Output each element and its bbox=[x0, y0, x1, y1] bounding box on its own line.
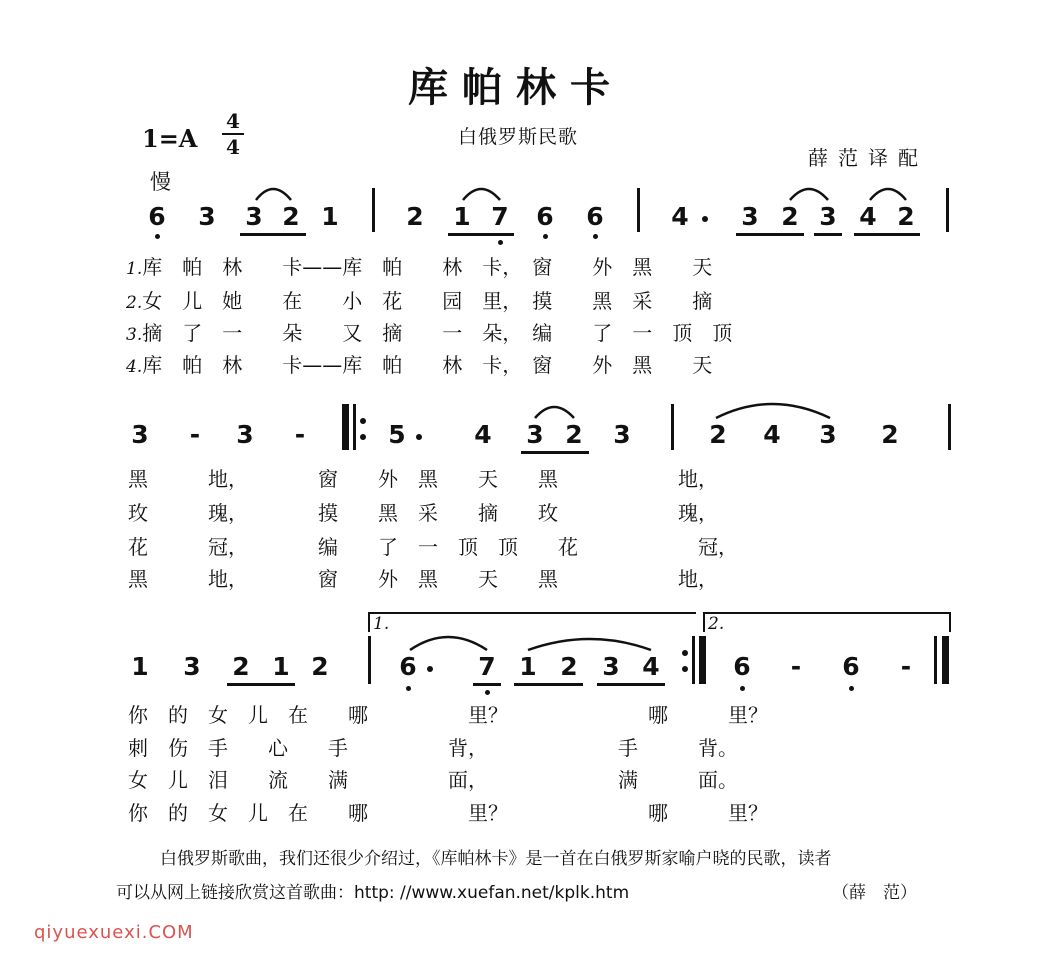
note: 1 bbox=[131, 652, 149, 681]
lyric-verse-2: 玫 瑰， 摸 黑 采 摘 玫 瑰， bbox=[128, 501, 718, 525]
note: 7 bbox=[478, 652, 496, 681]
note: 5 bbox=[388, 420, 406, 449]
slur bbox=[535, 407, 574, 418]
note: 4 bbox=[474, 420, 492, 449]
translator-credit: 薛范译配 bbox=[808, 146, 928, 170]
slur bbox=[410, 637, 487, 650]
note: 2 bbox=[232, 652, 250, 681]
note: 6 bbox=[586, 202, 604, 231]
note: 3 bbox=[613, 420, 631, 449]
lyric-text: 库 帕 林 卡——库 帕 林 卡， 窗 外 黑 天 bbox=[142, 255, 713, 279]
note: 1 bbox=[321, 202, 339, 231]
note: 2 bbox=[406, 202, 424, 231]
footnote-line-2: 可以从网上链接欣赏这首歌曲：http: //www.xuefan.net/kplk.htm bbox=[116, 883, 630, 903]
note: 3 bbox=[602, 652, 620, 681]
note: 3 bbox=[741, 202, 759, 231]
note: 3 bbox=[526, 420, 544, 449]
site-watermark: qiyuexuexi.COM bbox=[34, 922, 194, 943]
verse-number: 4. bbox=[126, 357, 143, 377]
footnote-signature: （薛 范） bbox=[832, 883, 917, 903]
note: 4 bbox=[859, 202, 877, 231]
meter-top: 4 bbox=[226, 109, 240, 133]
note: - bbox=[294, 420, 306, 449]
note: 2 bbox=[709, 420, 727, 449]
note: 3 bbox=[198, 202, 216, 231]
note: 4 bbox=[642, 652, 660, 681]
lyric-text: 摘 了 一 朵 又 摘 一 朵， 编 了 一 顶 顶 bbox=[142, 321, 733, 345]
verse-number: 3. bbox=[126, 325, 143, 345]
note: 2 bbox=[781, 202, 799, 231]
note: 1 bbox=[519, 652, 537, 681]
song-subtitle: 白俄罗斯民歌 bbox=[458, 126, 579, 148]
note: 1 bbox=[453, 202, 471, 231]
second-ending-label: 2. bbox=[708, 614, 725, 634]
note: 3 bbox=[245, 202, 263, 231]
slur bbox=[463, 189, 500, 200]
note: 7 bbox=[491, 202, 509, 231]
lyric-verse-3: 花 冠， 编 了 一 顶 顶 花 冠， bbox=[128, 535, 738, 559]
note: 3 bbox=[183, 652, 201, 681]
note: 3 bbox=[819, 202, 837, 231]
note: - bbox=[900, 652, 912, 681]
lyric-verse-1: 你 的 女 儿 在 哪 里？ 哪 里？ bbox=[128, 703, 768, 727]
lyric-text: 女 儿 她 在 小 花 园 里， 摸 黑 采 摘 bbox=[142, 289, 713, 313]
verse-number: 1. bbox=[126, 259, 143, 279]
first-ending-label: 1. bbox=[373, 614, 390, 634]
note: 2 bbox=[881, 420, 899, 449]
note: 4 bbox=[763, 420, 781, 449]
note: 2 bbox=[565, 420, 583, 449]
note: 6 bbox=[842, 652, 860, 681]
slur bbox=[716, 404, 830, 418]
note: 2 bbox=[560, 652, 578, 681]
note: 2 bbox=[897, 202, 915, 231]
note: 2 bbox=[282, 202, 300, 231]
note: 6 bbox=[536, 202, 554, 231]
slur bbox=[870, 189, 906, 200]
verse-number: 2. bbox=[126, 293, 143, 313]
note: 4 bbox=[671, 202, 689, 231]
song-title: 库帕林卡 bbox=[408, 64, 624, 111]
tempo-marking: 慢 bbox=[150, 170, 171, 194]
note: - bbox=[790, 652, 802, 681]
note: - bbox=[189, 420, 201, 449]
note: 3 bbox=[819, 420, 837, 449]
slur bbox=[790, 189, 828, 200]
note: 6 bbox=[733, 652, 751, 681]
note: 3 bbox=[236, 420, 254, 449]
note: 6 bbox=[399, 652, 417, 681]
slur bbox=[256, 189, 291, 200]
key-signature: 1=A bbox=[142, 124, 198, 153]
lyric-verse-4: 你 的 女 儿 在 哪 里？ 哪 里？ bbox=[128, 801, 768, 825]
slur bbox=[528, 639, 651, 650]
lyric-verse-3: 女 儿 泪 流 满 面， 满 面。 bbox=[128, 768, 738, 792]
note: 3 bbox=[131, 420, 149, 449]
lyric-verse-2: 刺 伤 手 心 手 背， 手 背。 bbox=[128, 736, 738, 760]
meter-bottom: 4 bbox=[226, 135, 240, 159]
note: 6 bbox=[148, 202, 166, 231]
lyric-verse-4: 黑 地， 窗 外 黑 天 黑 地， bbox=[128, 567, 718, 591]
note: 1 bbox=[272, 652, 290, 681]
note: 2 bbox=[311, 652, 329, 681]
lyric-text: 库 帕 林 卡——库 帕 林 卡， 窗 外 黑 天 bbox=[142, 353, 713, 377]
footnote-line-1: 白俄罗斯歌曲，我们还很少介绍过，《库帕林卡》是一首在白俄罗斯家喻户晓的民歌，读者 bbox=[160, 849, 832, 869]
lyric-verse-1: 黑 地， 窗 外 黑 天 黑 地， bbox=[128, 467, 718, 491]
